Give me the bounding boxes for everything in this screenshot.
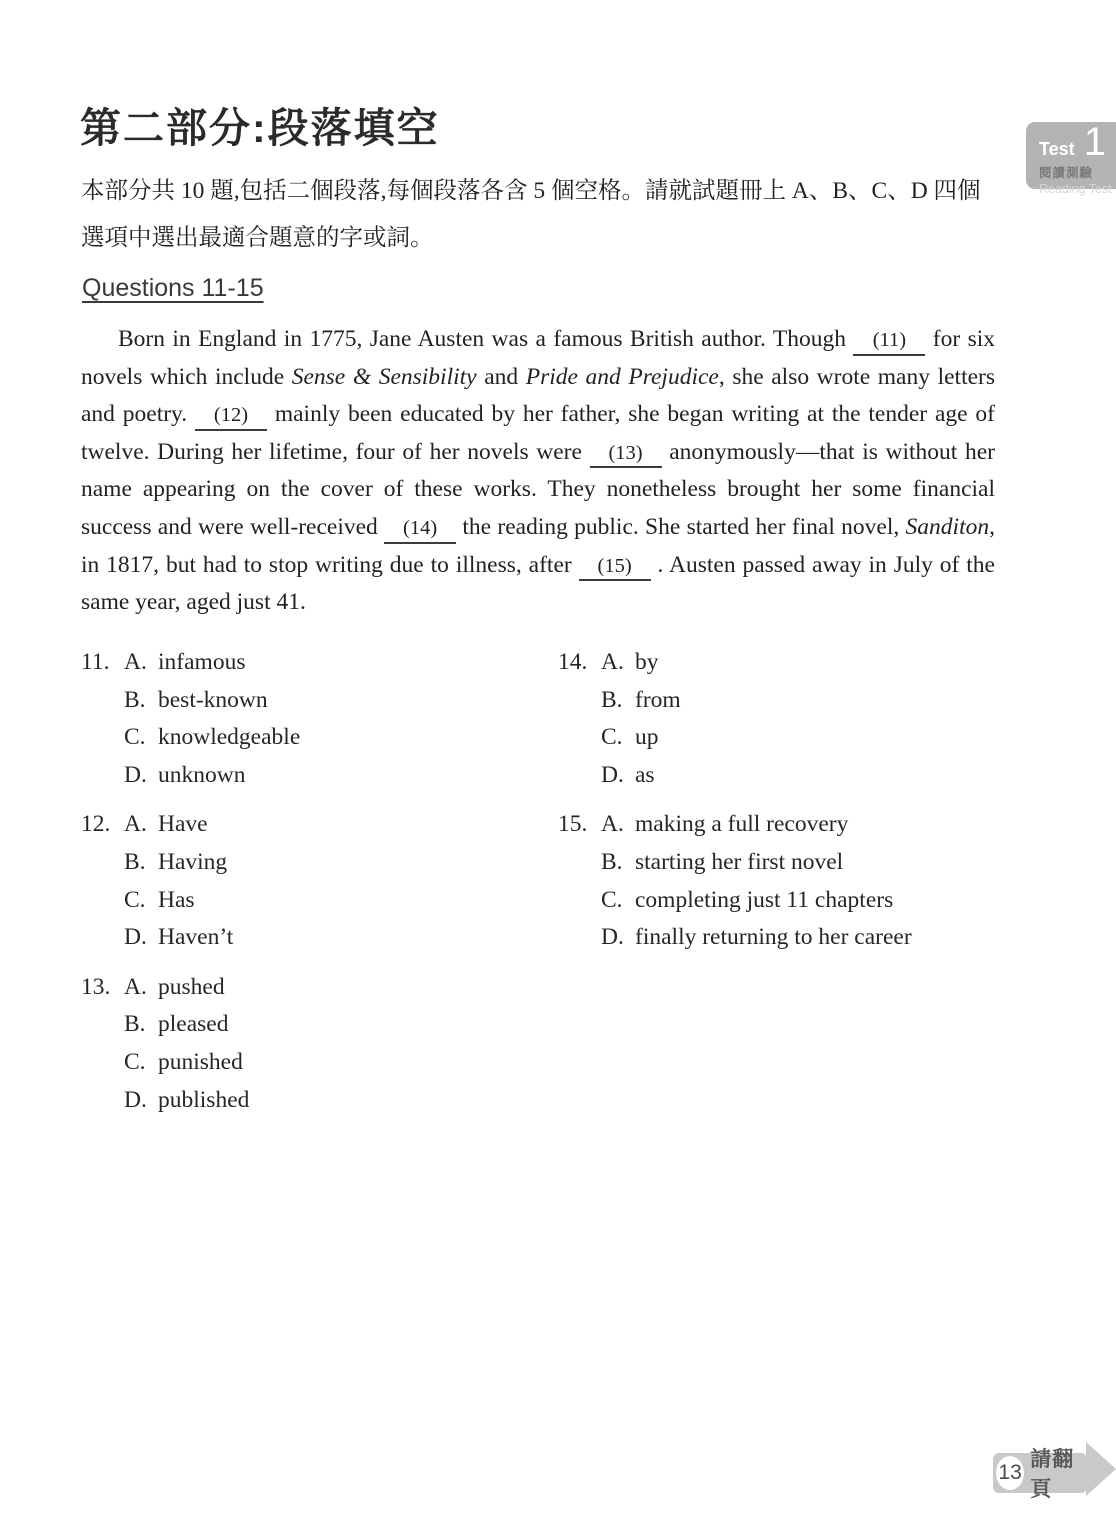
options-column-left: [81, 644, 558, 1131]
option-row: [81, 806, 558, 844]
question-14: [558, 644, 1001, 794]
question-number: 12.: [81, 811, 111, 838]
passage-text: the reading public. She started her final novel,: [456, 513, 906, 540]
option-row: [81, 1082, 558, 1120]
option-letter: C.: [601, 724, 623, 751]
option-letter: C.: [124, 886, 146, 913]
question-number: [81, 882, 124, 920]
question-number: [81, 719, 124, 757]
book-title: Sanditon: [905, 513, 990, 540]
option-text: Having: [158, 848, 228, 875]
page-number-badge: 13: [996, 1456, 1024, 1490]
question-number: [81, 1082, 124, 1120]
option-row: [558, 682, 1001, 720]
option-text: published: [158, 1086, 250, 1113]
option-letter: D.: [124, 924, 147, 951]
option-text: making a full recovery: [635, 811, 849, 838]
option-letter: B.: [124, 1011, 146, 1038]
option-text: starting her first novel: [635, 848, 844, 875]
option-letter: D.: [124, 1086, 147, 1113]
arrow-right-icon: [1086, 1442, 1116, 1496]
option-letter: B.: [601, 686, 623, 713]
question-number: [558, 757, 601, 795]
option-row: [81, 919, 558, 957]
page-turn-label: 請翻頁: [1030, 1447, 1075, 1501]
page-turn-indicator: [993, 1442, 1116, 1501]
option-row: [81, 757, 558, 795]
option-letter: A.: [601, 811, 624, 838]
question-number: [558, 882, 601, 920]
option-letter: D.: [601, 924, 624, 951]
option-row: [81, 969, 558, 1007]
option-text: completing just 11 chapters: [635, 886, 894, 913]
option-text: by: [635, 649, 659, 675]
option-row: [81, 882, 558, 920]
question-number: [558, 719, 601, 757]
answer-options: [81, 644, 1001, 1131]
option-row: [81, 719, 558, 757]
option-row: [81, 844, 558, 882]
question-number: 13.: [81, 973, 111, 1000]
option-text: unknown: [158, 761, 246, 788]
test-tab: [1026, 120, 1116, 196]
options-column-right: [558, 644, 1001, 1131]
question-number: [81, 757, 124, 795]
test-tab-subtitle-zh: 閱讀測驗: [1039, 166, 1094, 180]
option-text: finally returning to her career: [635, 924, 912, 951]
option-row: [81, 644, 558, 682]
option-row: [558, 806, 1001, 844]
test-tab-number: 1: [1083, 120, 1106, 164]
option-text: knowledgeable: [158, 724, 301, 751]
option-text: from: [635, 686, 681, 713]
cloze-blank-11: (11): [853, 329, 925, 356]
option-text: up: [635, 724, 659, 751]
option-text: pushed: [158, 973, 225, 1000]
option-text: punished: [158, 1048, 243, 1075]
option-letter: A.: [124, 649, 147, 675]
cloze-blank-12: (12): [195, 404, 267, 431]
test-tab-header: [1039, 120, 1116, 164]
option-letter: C.: [124, 724, 146, 751]
option-row: [558, 719, 1001, 757]
cloze-blank-14: (14): [384, 517, 456, 544]
passage-text: mainly been educated by her father, she began writing at the tender age of twelve. During her lifetime, four of her novels were: [81, 401, 995, 465]
cloze-blank-13: (13): [590, 442, 662, 469]
passage-text: and: [476, 363, 526, 390]
question-number: [558, 682, 601, 720]
question-number: 11.: [81, 649, 110, 675]
question-number: [558, 919, 601, 957]
option-row: [81, 682, 558, 720]
question-13: [81, 969, 558, 1119]
passage-text: for six novels which include: [81, 326, 996, 390]
option-text: best-known: [158, 686, 268, 713]
passage-text: , she also wrote many letters and poetry.: [81, 363, 996, 428]
option-letter: B.: [124, 686, 146, 713]
question-number: 15.: [558, 811, 588, 838]
option-row: [81, 1006, 558, 1044]
book-title: Sense & Sensibility: [291, 363, 477, 390]
section-instructions: 本部分共 10 題,包括二個段落,每個段落各含 5 個空格。請就試題冊上 A、B、C、D 四個選項中選出最適合題意的字或詞。: [81, 178, 981, 251]
option-text: Has: [158, 886, 195, 913]
option-letter: A.: [124, 811, 147, 838]
option-letter: A.: [601, 649, 624, 675]
option-row: [558, 757, 1001, 795]
option-letter: B.: [601, 848, 623, 875]
option-letter: B.: [124, 848, 146, 875]
cloze-blank-15: (15): [579, 555, 651, 582]
option-text: as: [635, 761, 655, 788]
option-row: [558, 919, 1001, 957]
question-number: [81, 1006, 124, 1044]
question-11: [81, 644, 558, 794]
option-text: Have: [158, 811, 208, 838]
option-text: Haven’t: [158, 924, 234, 951]
cloze-passage: [81, 321, 995, 622]
test-tab-subtitle-en: Reading Test: [1039, 182, 1112, 196]
passage-text: . Austen passed away in July of the same year, aged just 41.: [81, 551, 995, 616]
option-letter: C.: [601, 886, 623, 913]
option-text: pleased: [158, 1011, 229, 1038]
question-15: [558, 806, 1001, 956]
option-letter: C.: [124, 1048, 146, 1075]
option-text: infamous: [158, 649, 246, 675]
passage-text: Born in England in 1775, Jane Austen was a famous British author. Though: [118, 326, 854, 352]
question-number: [81, 844, 124, 882]
option-row: [81, 1044, 558, 1082]
option-row: [558, 844, 1001, 882]
question-number: [81, 682, 124, 720]
book-title: Pride and Prejudice: [525, 363, 719, 390]
test-tab-label: Test: [1039, 139, 1075, 159]
question-number: [81, 1044, 124, 1082]
question-number: 14.: [558, 649, 588, 675]
question-number: [81, 919, 124, 957]
option-letter: D.: [601, 761, 624, 788]
page-title: 第二部分:段落填空: [80, 105, 440, 151]
option-letter: A.: [124, 973, 147, 1000]
question-number: [558, 844, 601, 882]
option-row: [558, 644, 1001, 682]
passage-text: anonymously—that is without her name appearing on the cover of these works. They nonetheless brought her some financial success and were well-received: [81, 438, 995, 540]
questions-range-heading: Questions 11-15: [82, 274, 264, 302]
option-row: [558, 882, 1001, 920]
page-turn-body: [993, 1447, 1087, 1501]
option-letter: D.: [124, 761, 147, 788]
question-12: [81, 806, 558, 956]
passage-text: , in 1817, but had to stop writing due to illness, after: [81, 513, 995, 578]
